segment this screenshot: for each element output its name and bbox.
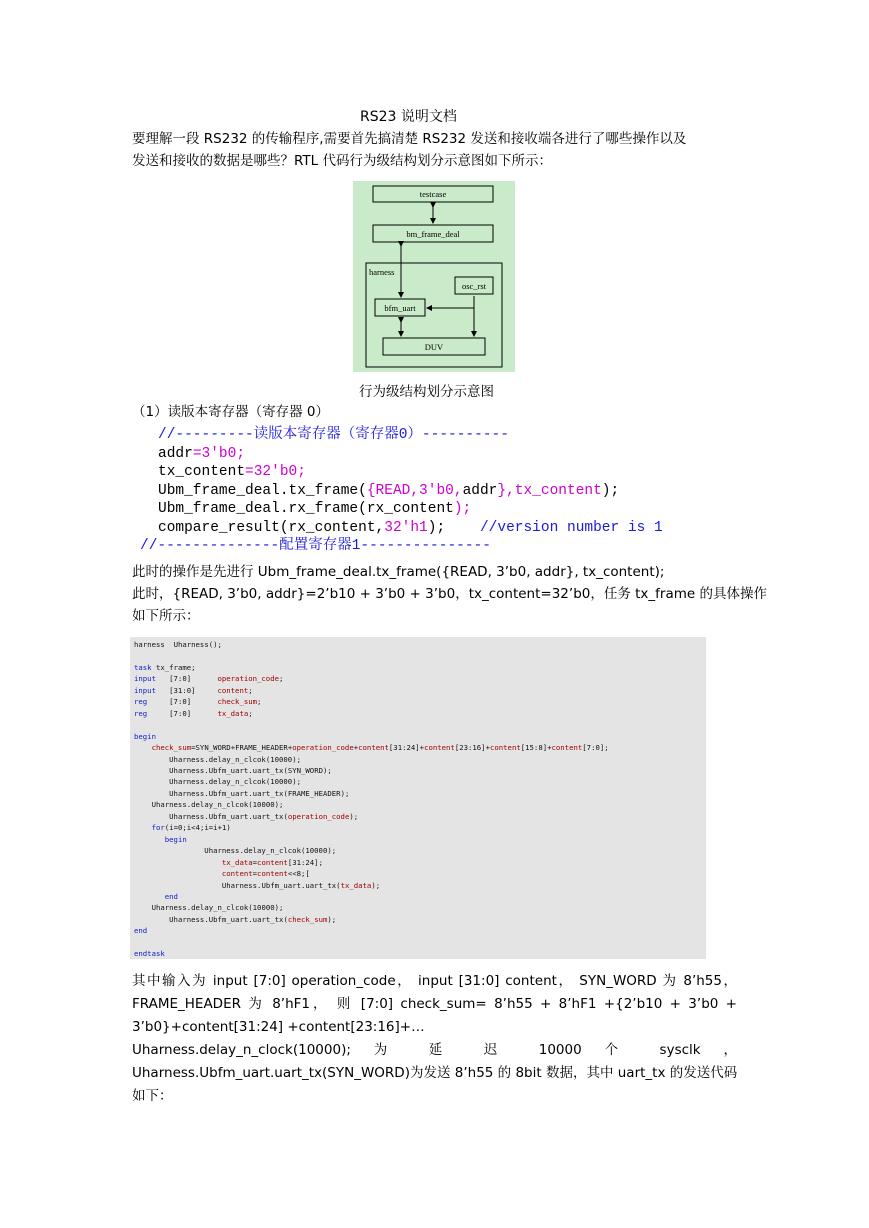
code-token: =3'b0; bbox=[192, 445, 246, 462]
code-token: ); bbox=[427, 519, 446, 536]
bm-frame-deal-label: bm_frame_deal bbox=[406, 229, 460, 239]
code-line: Uharness.delay_n_clcok(10000); bbox=[169, 754, 301, 764]
code-line: Uharness.Ubfm_uart.uart_tx(FRAME_HEADER); bbox=[169, 788, 350, 798]
osc-rst-label: osc_rst bbox=[461, 281, 487, 291]
diagram-caption: 行为级结构划分示意图 bbox=[359, 384, 494, 400]
paragraph-3-line-2: 如下所示： bbox=[132, 608, 200, 624]
code-listing bbox=[130, 637, 706, 960]
paragraph-5-line-1: Uharness.delay_n_clock(10000); 为 延 迟 10000 个 sysclk ， bbox=[132, 1042, 737, 1058]
code-token: addr bbox=[462, 482, 498, 499]
code-line bbox=[134, 719, 706, 730]
testcase-label: testcase bbox=[419, 189, 447, 199]
section-heading-1: （1）读版本寄存器（寄存器 0） bbox=[132, 404, 329, 420]
code-comment: //version number is 1 bbox=[445, 519, 663, 536]
code-token: addr bbox=[158, 445, 193, 462]
intro-line-1: 要理解一段 RS232 的传输程序,需要首先搞清楚 RS232 发送和接收端各进行了哪些操作以及 bbox=[132, 131, 687, 147]
code-line: Uharness.Ubfm_uart.uart_tx(SYN_WORD); bbox=[169, 765, 332, 775]
code-token: Ubm_frame_deal.tx_frame( bbox=[158, 482, 367, 499]
code-line: for(i=0;i<4;i=i+1) bbox=[151, 823, 231, 833]
code-token: },tx_content bbox=[497, 482, 602, 499]
code-token: {READ,3'b0, bbox=[366, 482, 463, 499]
code-line: check_sum=SYN_WORD+FRAME_HEADER+operation_code+content[31:24]+content[23:16]+content[15:8]+content[7:0]; bbox=[151, 743, 609, 753]
code-comment: //---------读版本寄存器（寄存器0）---------- bbox=[158, 427, 509, 443]
arrow-osc-bfm bbox=[429, 296, 474, 308]
code-line: content=content<<8;[ bbox=[221, 869, 310, 879]
code-line: Uharness.Ubfm_uart.uart_tx(check_sum); bbox=[169, 914, 337, 924]
code-token: compare_result(rx_content, bbox=[158, 519, 385, 536]
code-line: Uharness.delay_n_clcok(10000); bbox=[204, 846, 337, 856]
code-token: ); bbox=[601, 482, 620, 499]
code-line: Uharness.delay_n_clcok(10000); bbox=[169, 777, 301, 787]
paragraph-4-line-1: 其中输入为 input [7:0] operation_code， input [31:0] content， SYN_WORD 为 8’h55， bbox=[132, 973, 737, 989]
code-line: Uharness.delay_n_clcok(10000); bbox=[151, 800, 284, 810]
code-line: end bbox=[164, 891, 178, 901]
paragraph-2: 此时的操作是先进行 Ubm_frame_deal.tx_frame({READ, 3’b0, addr}, tx_content); bbox=[132, 564, 665, 580]
code-line bbox=[134, 650, 706, 661]
code-token: 32'h1 bbox=[384, 519, 428, 536]
code-line: begin bbox=[134, 731, 156, 741]
code-line: tx_data=content[31:24]; bbox=[221, 857, 323, 867]
duv-label: DUV bbox=[424, 342, 444, 352]
code-token: tx_content bbox=[158, 464, 246, 480]
code-line: begin bbox=[164, 834, 187, 844]
code-token: ); bbox=[453, 501, 472, 517]
code-line: reg [7:0] tx_data; bbox=[134, 708, 253, 718]
code-line: input [7:0] operation_code; bbox=[134, 674, 284, 684]
code-line bbox=[134, 937, 706, 948]
doc-title: RS23 说明文档 bbox=[360, 109, 457, 125]
structure-diagram bbox=[353, 181, 515, 372]
paragraph-5-line-2: Uharness.Ubfm_uart.uart_tx(SYN_WORD)为发送 8’h55 的 8bit 数据，其中 uart_tx 的发送代码 bbox=[132, 1065, 738, 1081]
intro-line-2: 发送和接收的数据是哪些？RTL 代码行为级结构划分示意图如下所示： bbox=[132, 153, 552, 169]
code-token: Ubm_frame_deal.rx_frame(rx_content bbox=[158, 501, 454, 517]
paragraph-3-line-1: 此时，{READ, 3’b0, addr}=2’b10 + 3’b0 + 3’b0，tx_content=32’b0，任务 tx_frame 的具体操作 bbox=[132, 586, 767, 602]
code-line: harness Uharness(); bbox=[134, 640, 222, 649]
code-screenshot-tx-frame bbox=[130, 637, 706, 959]
code-snippet-read-version bbox=[140, 426, 663, 556]
code-line: end bbox=[134, 926, 148, 936]
code-line: task tx_frame; bbox=[134, 662, 196, 672]
paragraph-4-line-3: 3’b0}+content[31:24] +content[23:16]+… bbox=[132, 1019, 425, 1035]
harness-label: harness bbox=[369, 267, 395, 277]
code-line: Uharness.Ubfm_uart.uart_tx(operation_code); bbox=[169, 811, 359, 821]
paragraph-4-line-2: FRAME_HEADER 为 8’hF1， 则 [7:0] check_sum= 8’h55 + 8’hF1 +{2’b10 + 3’b0 + bbox=[132, 996, 737, 1012]
code-line: endtask bbox=[134, 949, 165, 959]
code-token: =32'b0; bbox=[245, 464, 306, 480]
code-line: Uharness.Ubfm_uart.uart_tx(tx_data); bbox=[221, 880, 381, 890]
code-comment: //--------------配置寄存器1--------------- bbox=[140, 538, 491, 554]
code-line: Uharness.delay_n_clcok(10000); bbox=[151, 903, 284, 913]
bfm-uart-label: bfm_uart bbox=[384, 303, 416, 313]
code-line: reg [7:0] check_sum; bbox=[134, 697, 262, 707]
paragraph-5-line-3: 如下： bbox=[132, 1088, 173, 1104]
code-line: input [31:0] content; bbox=[134, 685, 253, 695]
